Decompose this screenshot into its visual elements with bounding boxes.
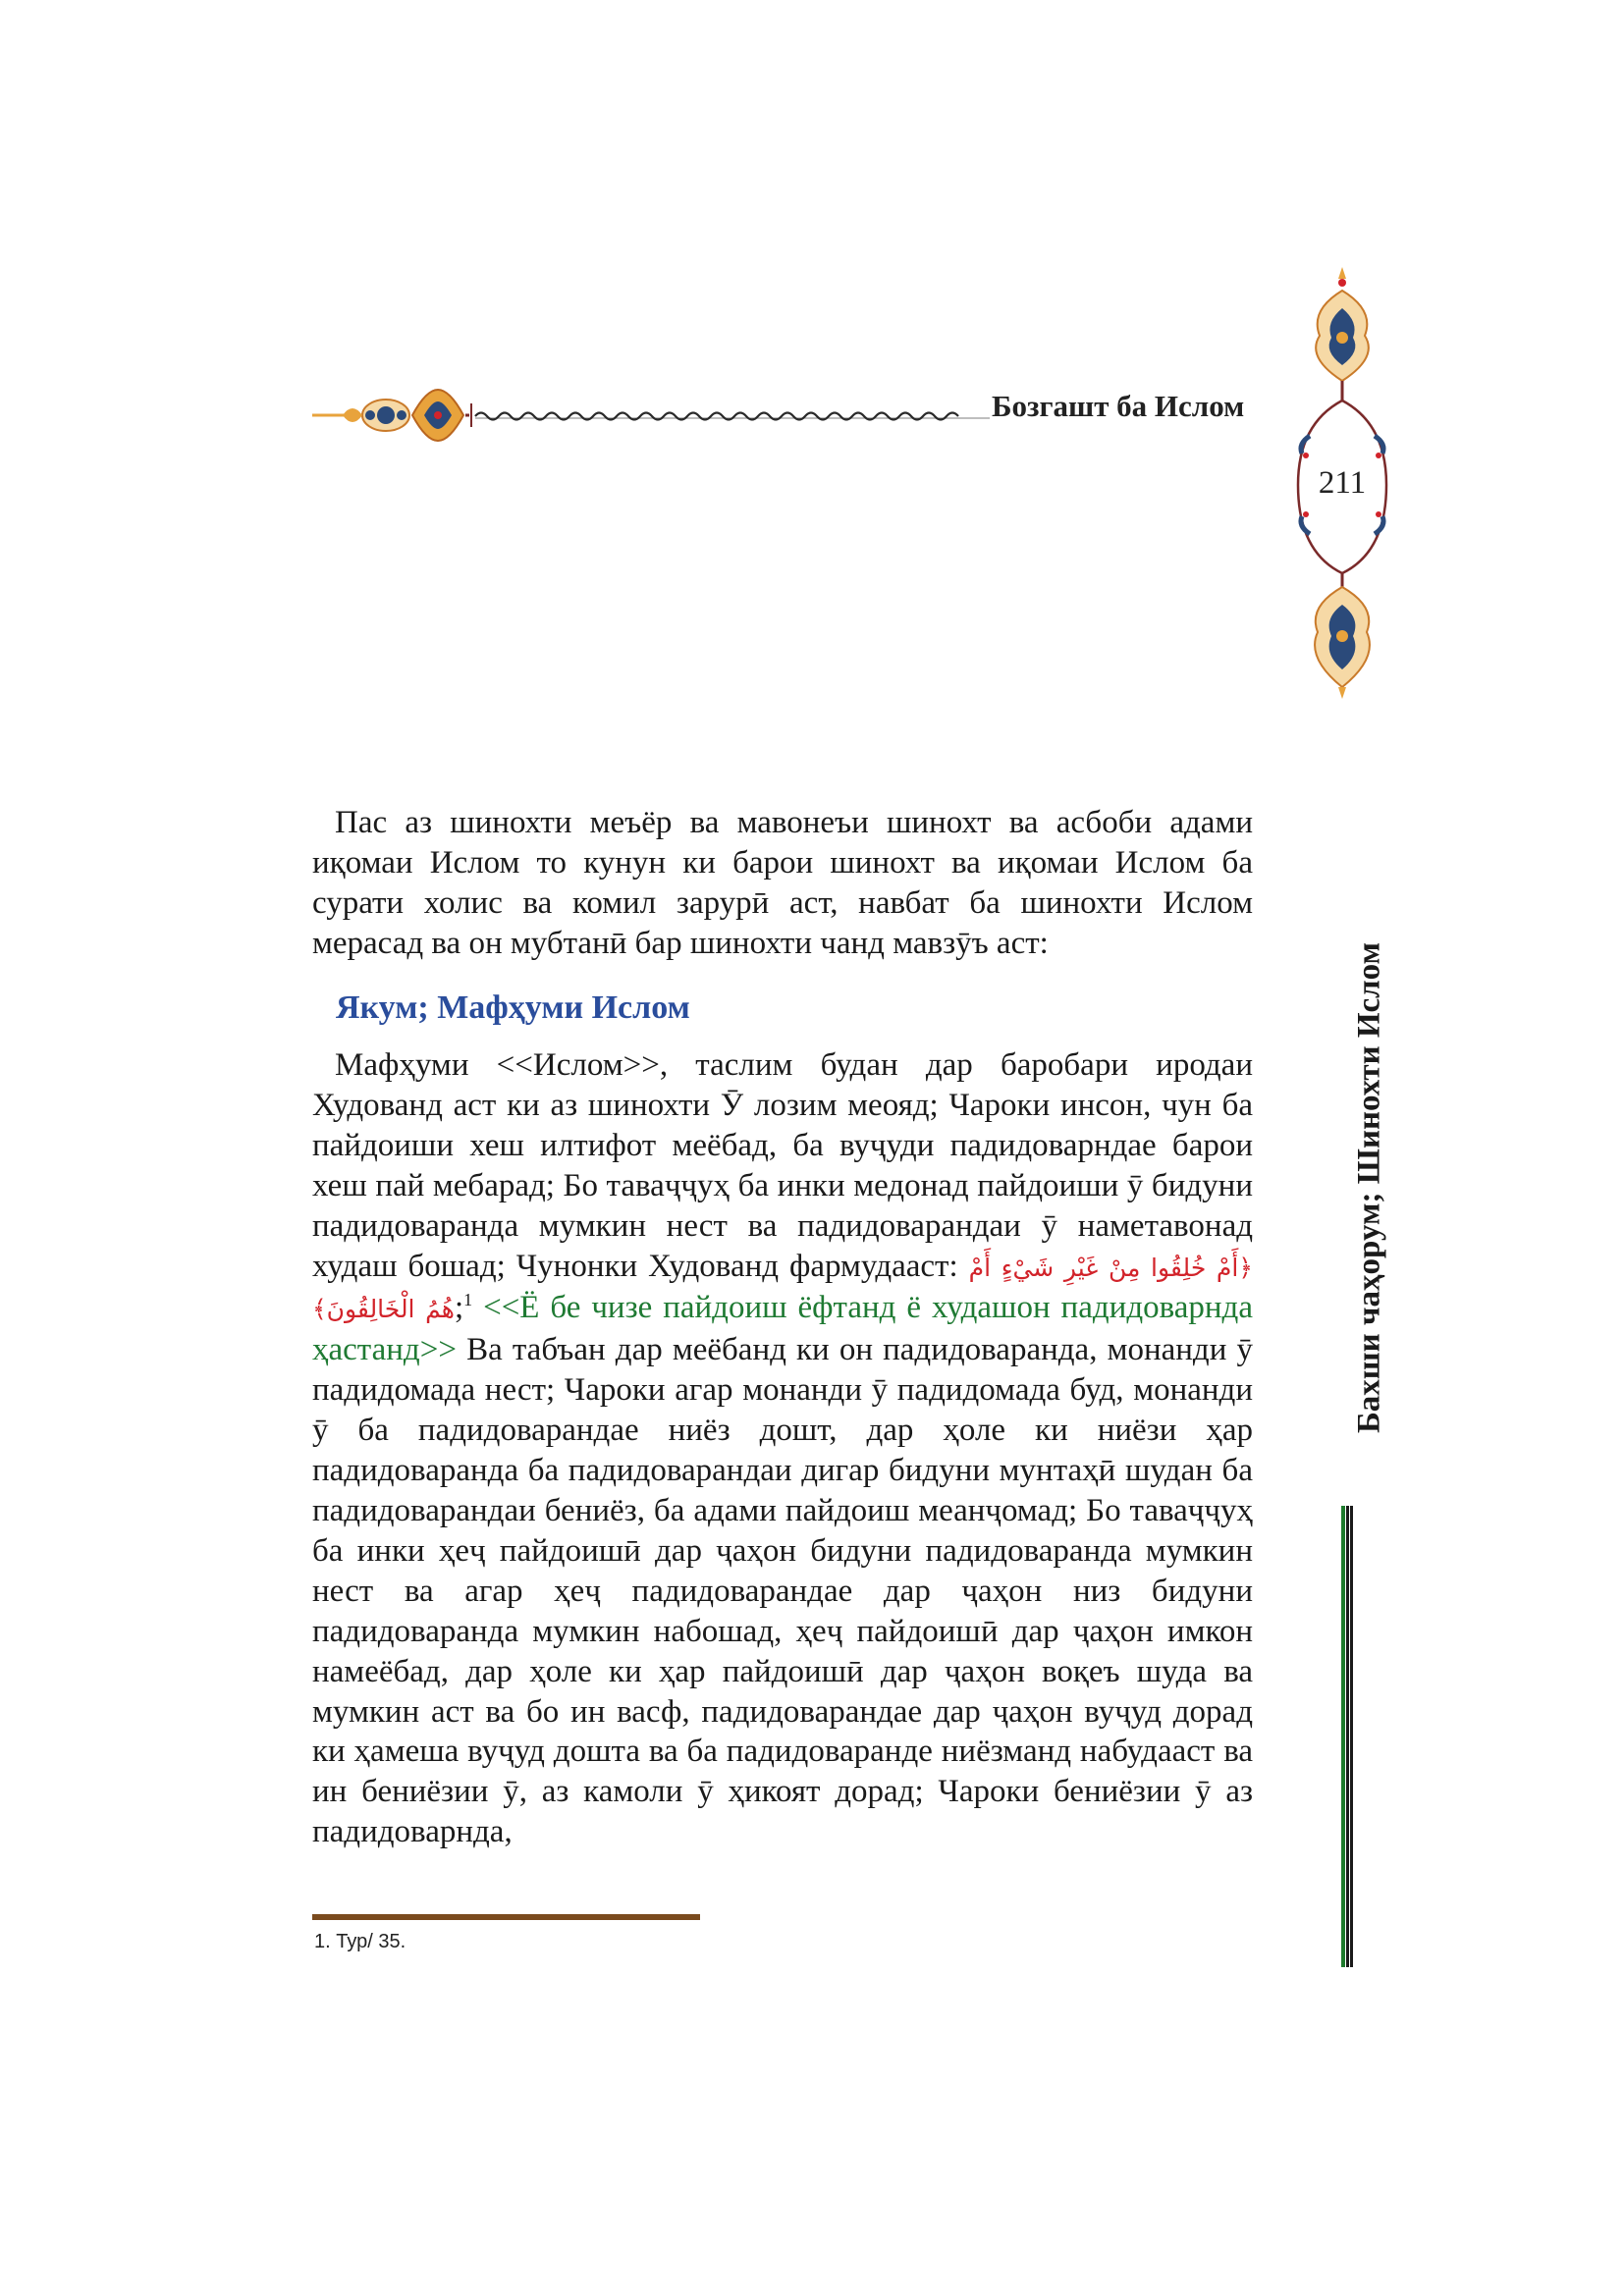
- running-title: Бозгашт ба Ислом: [992, 389, 1245, 423]
- main-paragraph-part2: Ва табъан дар меёбанд ки он падидоваранда, монанди ӯ падидомада нест; Чароки агар монанди ӯ падидомада буд, монанди ӯ ба падидоварандае ниёз дошт, дар ҳоле ки ниёзи ҳар падидоваранда ба падидоварандаи дигар бидуни мунтаҳӣ шудан ба падидоварандаи бениёз, ба адами пайдоиш меанҷомад; Бо таваҷҷуҳ ба инки ҳеҷ пайдоишӣ дар ҷаҳон бидуни падидоваранда мумкин нест ва агар ҳеҷ падидоварандае дар ҷаҳон низ бидуни падидоваранда мумкин набошад, ҳеҷ пайдоишӣ дар ҷаҳон имкон намеёбад, дар ҳоле ки ҳар пайдоишӣ дар ҷаҳон воқеъ шуда ва мумкин аст ва бо ин васф, падидоварандае дар ҷаҳон вуҷуд дорад ки ҳамеша вуҷуд дошта ва ба падидоваранде ниёзманд набудааст ва ин бениёзии ӯ, аз камоли ӯ ҳикоят дорад; Чароки бениёзии ӯ аз падидоварнда,: [312, 1332, 1253, 1850]
- footnote: 1. Тур/ 35.: [314, 1931, 406, 1952]
- quote-translation: <<Ё бе чизе пайдоиш ёфтанд ё худашон падидоварнда ҳастанд>>: [312, 1290, 1253, 1368]
- main-paragraph-block: [312, 1045, 1253, 1852]
- side-rule-black-1: [1346, 1506, 1349, 1967]
- quote-semicolon: ;: [454, 1290, 464, 1326]
- footnote-ref: 1: [463, 1290, 473, 1310]
- side-rule: [1341, 1506, 1353, 1967]
- main-paragraph: [312, 1045, 1253, 1852]
- intro-paragraph: Пас аз шинохти меъёр ва мавонеъи шинохт ва асбоби адами иқомаи Ислом то кунун ки барои шинохт ва иқомаи Ислом ба сурати холис ва комил зарурӣ аст, навбат ба шинохти Ислом мерасад ва он мубтанӣ бар шинохти чанд мавзӯъ аст:: [312, 805, 1253, 961]
- section-heading: Якум; Мафҳуми Ислом: [336, 989, 690, 1026]
- intro-paragraph-block: [312, 803, 1253, 964]
- side-rule-green: [1341, 1506, 1345, 1967]
- footnote-rule: [312, 1914, 700, 1920]
- side-rule-black-2: [1350, 1506, 1353, 1967]
- page-number: 211: [1318, 465, 1367, 501]
- side-section-title: Бахши чаҳорум; Шинохти Ислом: [1351, 941, 1387, 1434]
- main-paragraph-part1: Мафҳуми <<Ислом>>, таслим будан дар баробари иродаи Худованд аст ки аз шинохти Ӯ лозим меояд; Чароки инсон, чун ба пайдоиши хеш илтифот меёбад, ба вуҷуди падидоварндае барои хеш пай мебарад; Бо таваҷҷуҳ ба инки медонад пайдоиши ӯ бидуни падидоваранда мумкин нест ва падидоварандаи ӯ наметавонад худаш бошад; Чунонки Худованд фармудааст:: [312, 1047, 1253, 1284]
- quran-quote: ﴿أَمْ خُلِقُوا مِنْ غَيْرِ شَيْءٍ أَمْ هُمُ الْخَالِقُونَ﴾: [312, 1253, 1254, 1324]
- header-ornament: [312, 381, 990, 450]
